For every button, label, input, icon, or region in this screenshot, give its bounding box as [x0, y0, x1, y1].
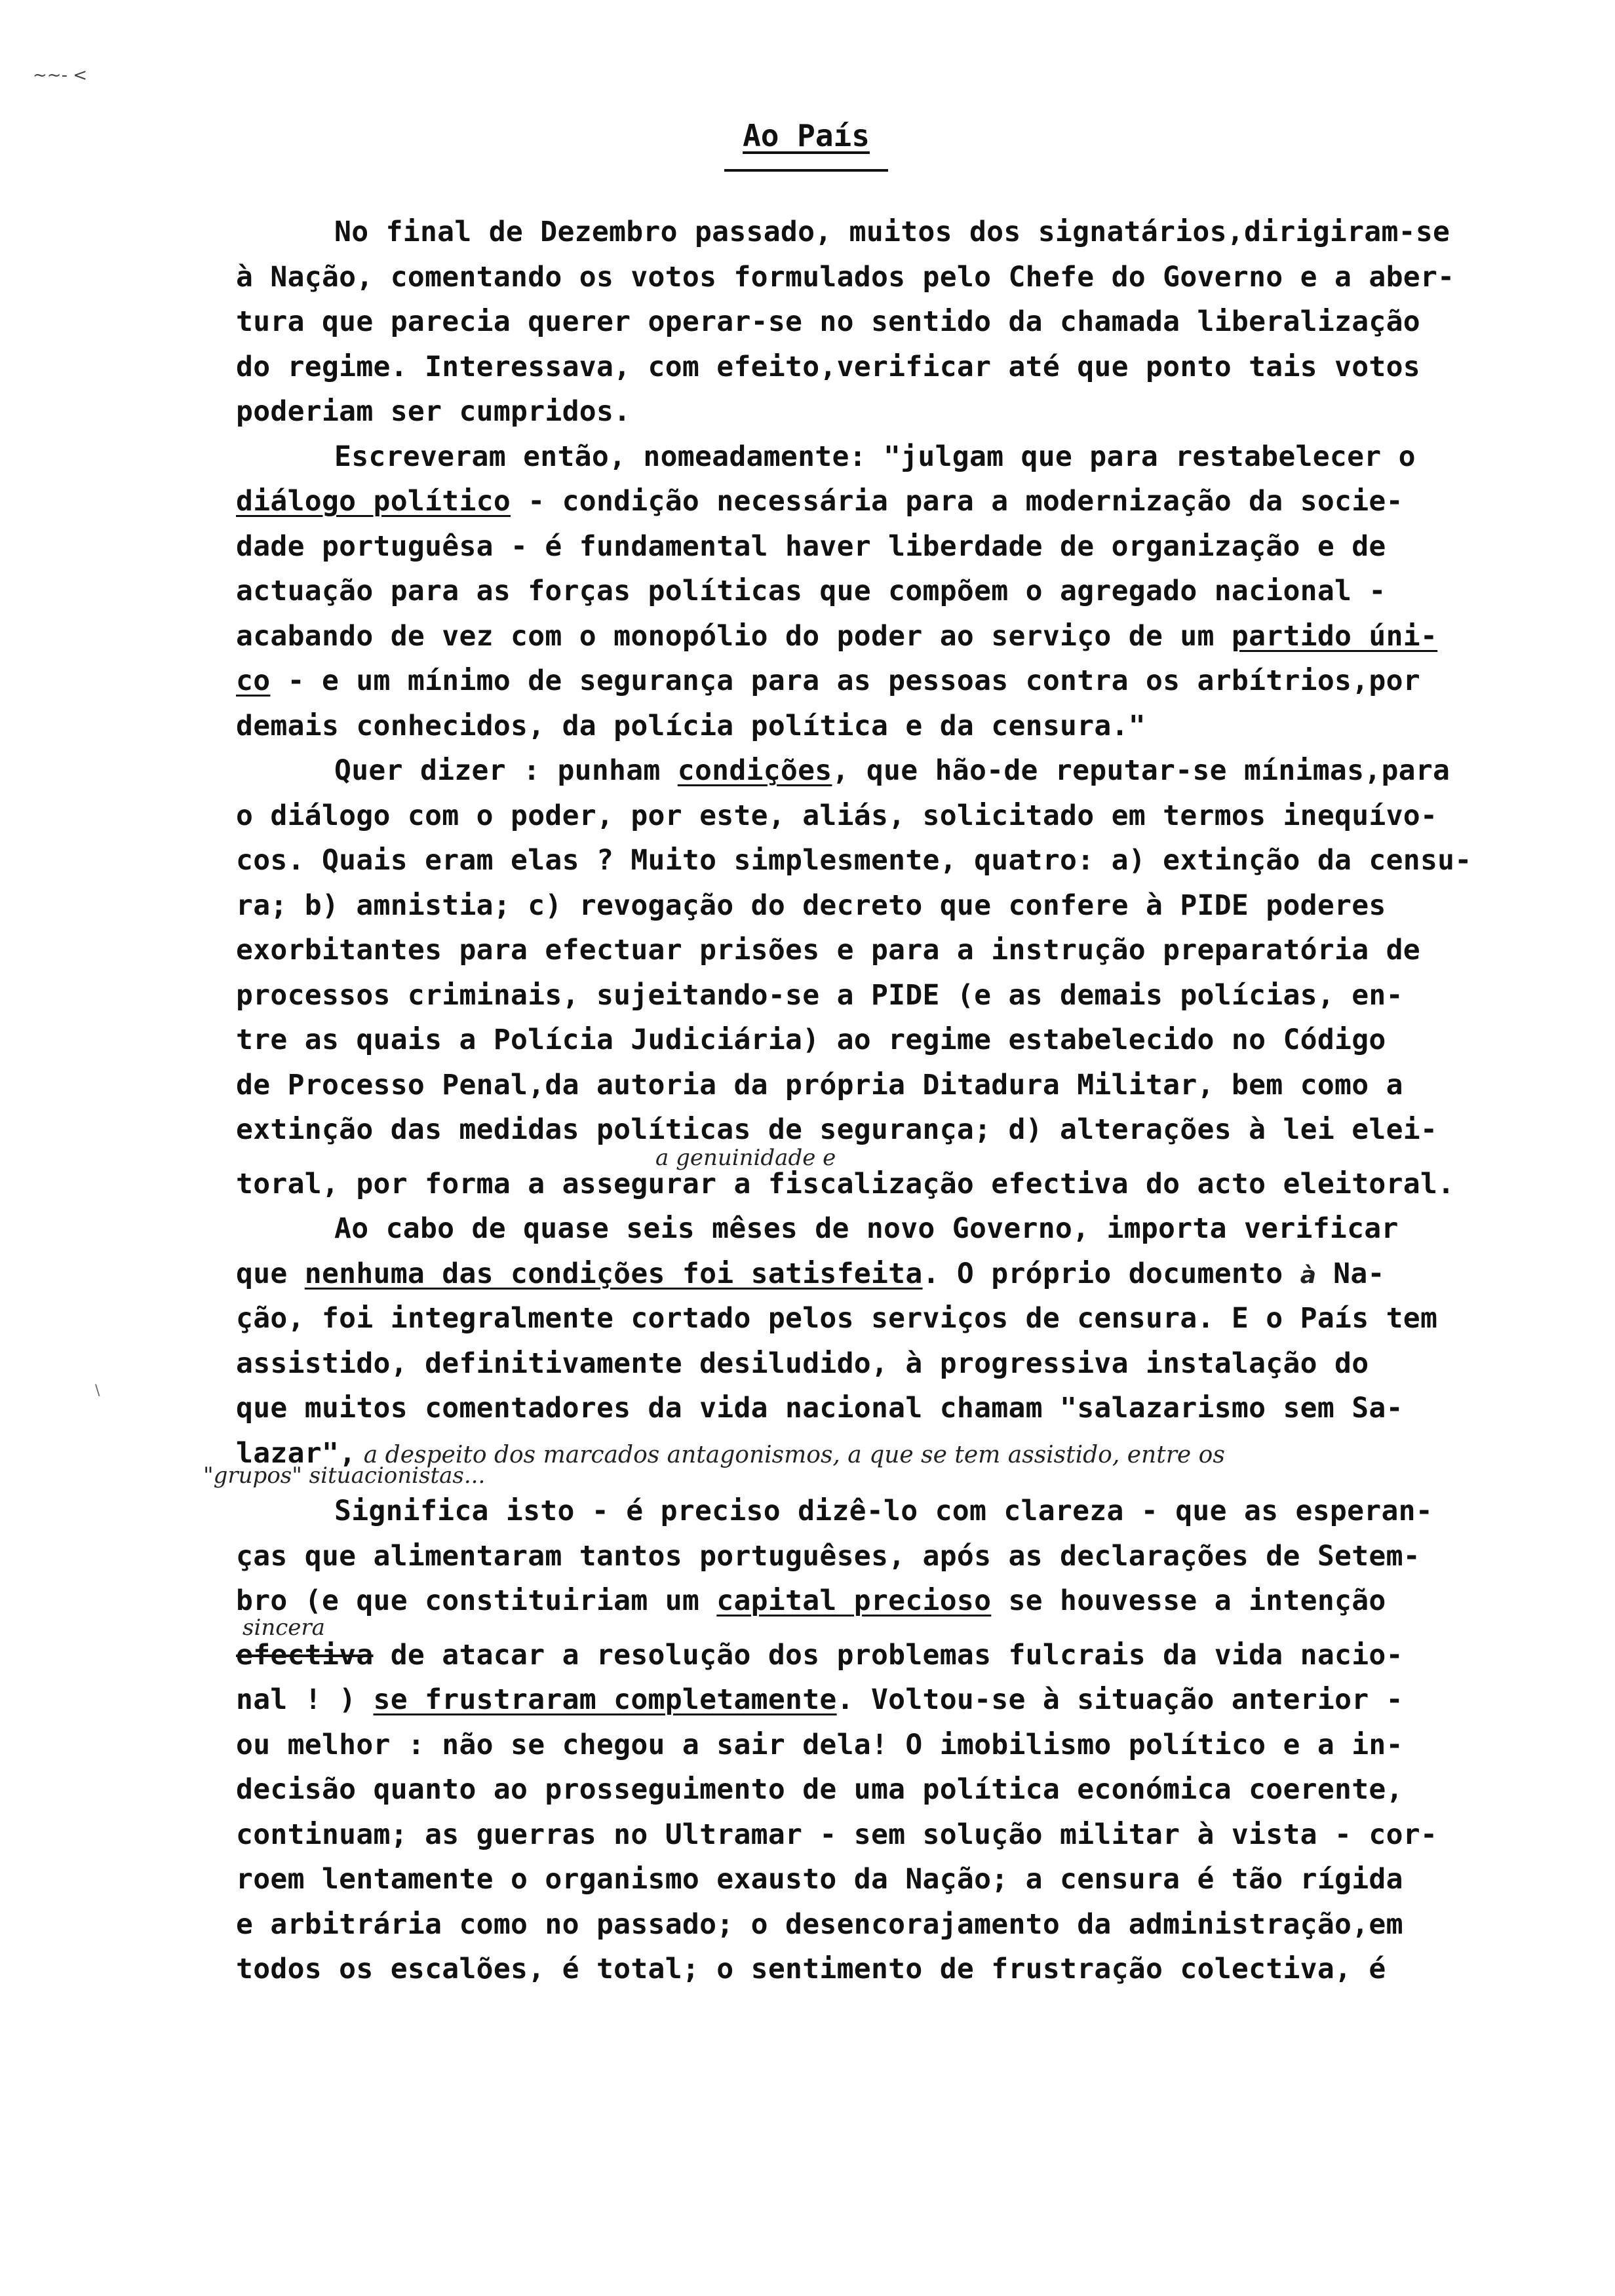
paragraph-3-line [236, 748, 1586, 794]
handwritten-insertion: sincera [243, 1614, 325, 1641]
paragraph-3-line: processos criminais, sujeitando-se a PIDE (e as demais polícias, en- [236, 978, 1403, 1012]
paragraph-5-line: e arbitrária como no passado; o desencorajamento da administração,em [236, 1907, 1403, 1941]
text-span: . O próprio documento [922, 1257, 1300, 1290]
text-span: . Voltou-se à situação anterior - [836, 1683, 1403, 1716]
stray-mark: \ [95, 1383, 100, 1399]
paragraph-5-line: continuam; as guerras no Ultramar - sem solução militar à vista - cor- [236, 1818, 1438, 1851]
paragraph-1-line: tura que parecia querer operar-se no sentido da chamada liberalização [236, 305, 1420, 338]
paragraph-5-line [236, 1677, 1586, 1723]
paragraph-4-line [236, 1252, 1586, 1297]
paragraph-4-line: que muitos comentadores da vida nacional chamam "salazarismo sem Sa- [236, 1392, 1403, 1425]
handwritten-addition: "grupos" situacionistas... [203, 1463, 486, 1489]
text-span: , que hão-de reputar-se mínimas,para [832, 754, 1450, 787]
marginal-scribble: ~~- < [33, 66, 88, 85]
underlined-phrase: partido úni- [1231, 619, 1438, 653]
paragraph-1-line: No final de Dezembro passado, muitos dos signatários,dirigiram-se [334, 216, 1450, 248]
paragraph-5-line: ou melhor : não se chegou a sair dela! O imobilismo político e a in- [236, 1728, 1403, 1761]
handwritten-addition: a despeito dos marcados antagonismos, a que se tem assistido, entre os [356, 1441, 1225, 1468]
paragraph-2-line: Escreveram então, nomeadamente: "julgam que para restabelecer o [334, 440, 1416, 473]
paragraph-4-line: Ao cabo de quase seis mêses de novo Governo, importa verificar [334, 1212, 1399, 1245]
struck-word: efectiva [236, 1638, 374, 1672]
text-span: que [236, 1257, 305, 1290]
paragraph-2-line: dade portuguêsa - é fundamental haver liberdade de organização e de [236, 529, 1386, 563]
paragraph-1-line: à Nação, comentando os votos formulados pelo Chefe do Governo e a aber- [236, 260, 1455, 294]
underlined-phrase: se frustraram completamente [373, 1683, 837, 1716]
text-span: bro (e que constituiriam um [236, 1584, 717, 1617]
text-span: - e um mínimo de segurança para as pessoas contra os arbítrios,por [270, 664, 1420, 697]
text-span: nal ! ) [236, 1683, 374, 1716]
underlined-phrase: condições [677, 754, 832, 787]
text-span: se houvesse a intenção [991, 1584, 1386, 1617]
text-span: de atacar a resolução dos problemas fulcrais da vida nacio- [373, 1638, 1403, 1672]
paragraph-5-line: decisão quanto ao prosseguimento de uma política económica coerente, [236, 1773, 1403, 1806]
underlined-phrase: diálogo político [236, 485, 511, 518]
paragraph-5-line [236, 1633, 1586, 1678]
paragraph-3-line: cos. Quais eram elas ? Muito simplesmente, quatro: a) extinção da censu- [236, 844, 1472, 877]
paragraph-2-line: demais conhecidos, da polícia política e da censura." [236, 709, 1146, 742]
body-text [203, 210, 1586, 1992]
paragraph-3-line: o diálogo com o poder, por este, aliás, solicitado em termos inequívo- [236, 799, 1438, 832]
underlined-phrase: capital precioso [716, 1584, 992, 1617]
paragraph-4-line: ção, foi integralmente cortado pelos serviços de censura. E o País tem [236, 1302, 1438, 1335]
paragraph-5-line: Significa isto - é preciso dizê-lo com clareza - que as esperan- [334, 1495, 1433, 1527]
paragraph-4-line: assistido, definitivamente desiludido, à progressiva instalação do [236, 1347, 1369, 1380]
paragraph-3-line: exorbitantes para efectuar prisões e para a instrução preparatória de [236, 934, 1420, 966]
paragraph-5-line: ças que alimentaram tantos portuguêses, após as declarações de Setem- [236, 1539, 1420, 1573]
paragraph-2-line [236, 614, 1586, 659]
text-span: Quer dizer : punham [334, 754, 678, 787]
paragraph-5-line: roem lentamente o organismo exausto da Nação; a censura é tão rígida [236, 1863, 1403, 1896]
text-span: acabando de vez com o monopólio do poder ao serviço de um [236, 619, 1232, 653]
paragraph-3-line: extinção das medidas políticas de segurança; d) alterações à lei elei- [236, 1113, 1438, 1146]
underlined-phrase: co [236, 664, 271, 697]
paragraph-2-line [236, 659, 1586, 704]
paragraph-2-line: actuação para as forças políticas que compõem o agregado nacional - [236, 575, 1386, 607]
text-span: lazar", [236, 1436, 357, 1470]
text-span: - condição necessária para a modernização da socie- [511, 485, 1403, 518]
handwritten-correction: à [1300, 1261, 1316, 1289]
paragraph-2-line [236, 479, 1586, 524]
paragraph-1-line: do regime. Interessava, com efeito,verificar até que ponto tais votos [236, 350, 1420, 383]
paragraph-5-line: todos os escalões, é total; o sentimento de frustração colectiva, é [236, 1953, 1386, 1985]
paragraph-3-line: tre as quais a Polícia Judiciária) ao regime estabelecido no Código [236, 1024, 1386, 1056]
paragraph-5-line [236, 1578, 1586, 1624]
paragraph-3-line: toral, por forma a assegurar a fiscalização efectiva do acto eleitoral. [236, 1167, 1455, 1200]
text-span: Na- [1315, 1257, 1385, 1290]
underlined-phrase: nenhuma das condições foi satisfeita [304, 1257, 923, 1290]
paragraph-3-line: de Processo Penal,da autoria da própria Ditadura Militar, bem como a [236, 1068, 1403, 1101]
handwritten-insertion: a genuinidade e [655, 1144, 836, 1171]
title-double-underline [724, 169, 888, 172]
paragraph-3-line: ra; b) amnistia; c) revogação do decreto que confere à PIDE poderes [236, 889, 1386, 922]
paragraph-1-line: poderiam ser cumpridos. [236, 395, 631, 428]
page-title: Ao País [743, 118, 870, 153]
